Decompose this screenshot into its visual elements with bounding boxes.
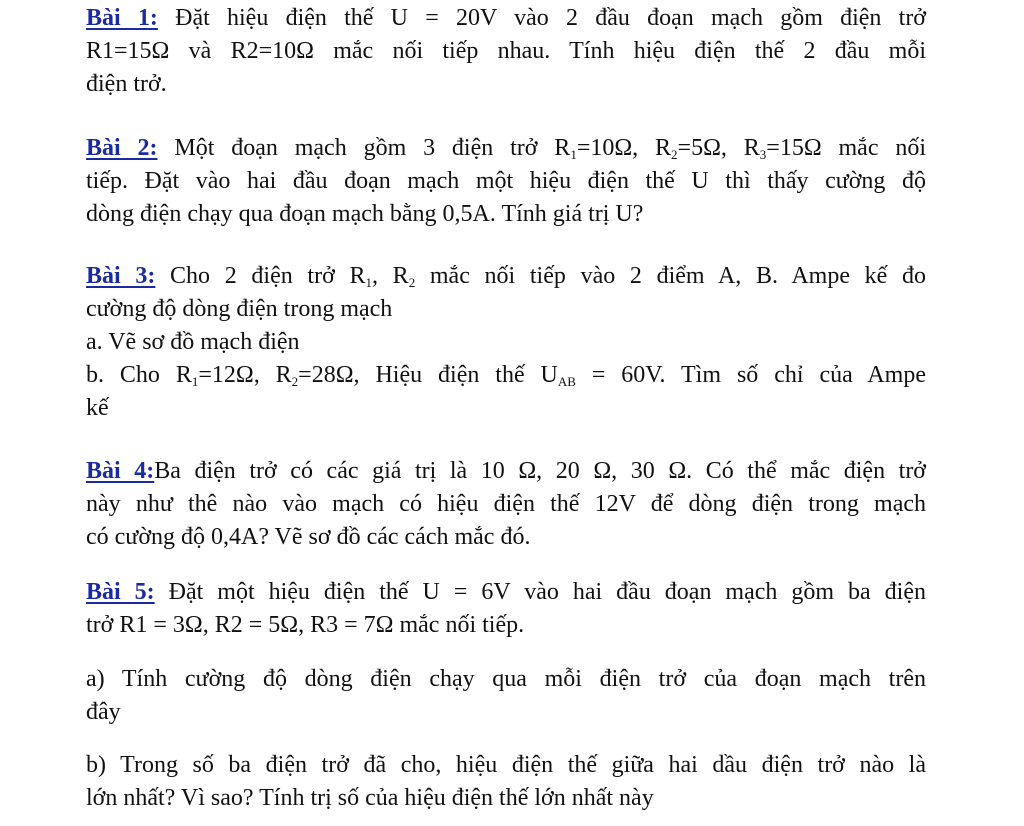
bai1-line-3: điện trở. [86,71,167,97]
bai2-label: Bài 2: [86,135,158,161]
bai3-line-1: Bài 3: Cho 2 điện trở $R_1$, $R_2$ mắc nối tiếp vào 2 điểm A, B. Ampe kế đo [86,263,927,290]
bai5-a-line-1: a) Tính cường độ dòng điện chạy qua mỗi điện trở của đoạn mạch trên [86,666,926,692]
bai5-a-line-2: đây [86,699,121,725]
bai3-line-4: b. Cho $R_1=12\Omega$, $R_2=28\Omega$, Hiệu điện thế $U_{AB} = 60V$. Tìm số chỉ của Ampe [86,362,926,389]
bai3-label: Bài 3: [86,263,156,289]
bai1-line-1: Bài 1: Đặt hiệu điện thế U = 20V vào 2 đầu đoạn mạch gồm điện trở [86,5,926,31]
bai5-label: Bài 5: [86,579,155,605]
bai5-b-line-2: lớn nhất? Vì sao? Tính trị số của hiệu điện thế lớn nhất này [86,785,654,811]
bai5-b-line-1: b) Trong số ba điện trở đã cho, hiệu điện thế giữa hai dầu điện trở nào là [86,752,926,778]
bai5-line-1: Bài 5: Đặt một hiệu điện thế U = 6V vào hai đầu đoạn mạch gồm ba điện [86,579,926,605]
bai1-line-2: R1=15Ω và R2=10Ω mắc nối tiếp nhau. Tính hiệu điện thế 2 đầu mỗi [86,38,926,64]
bai2-line-1: Bài 2: Một đoạn mạch gồm 3 điện trở $R_1=10\Omega$, $R_2=5\Omega$, $R_3=15\Omega$ mắc nối [86,135,926,162]
bai3-line-2: cường độ dòng điện trong mạch [86,296,393,322]
bai2-line-2: tiếp. Đặt vào hai đầu đoạn mạch một hiệu điện thế U thì thấy cường độ [86,168,926,194]
bai5-line-2: trở R1 = 3Ω, R2 = 5Ω, R3 = 7Ω mắc nối tiếp. [86,612,525,638]
bai3-line-5: kế [86,395,109,421]
bai4-line-1: Bài 4:Ba điện trở có các giá trị là 10 Ω, 20 Ω, 30 Ω. Có thể mắc điện trở [86,458,927,484]
bai4-line-3: có cường độ 0,4A? Vẽ sơ đồ các cách mắc đó. [86,524,531,550]
bai4-label: Bài 4: [86,458,155,484]
bai4-line-2: này như thê nào vào mạch có hiệu điện thế 12V để dòng điện trong mạch [86,491,926,517]
bai1-label: Bài 1: [86,5,158,31]
bai2-line-3: dòng điện chạy qua đoạn mạch bằng 0,5A. Tính giá trị U? [86,201,644,227]
bai3-line-3: a. Vẽ sơ đồ mạch điện [86,329,300,355]
